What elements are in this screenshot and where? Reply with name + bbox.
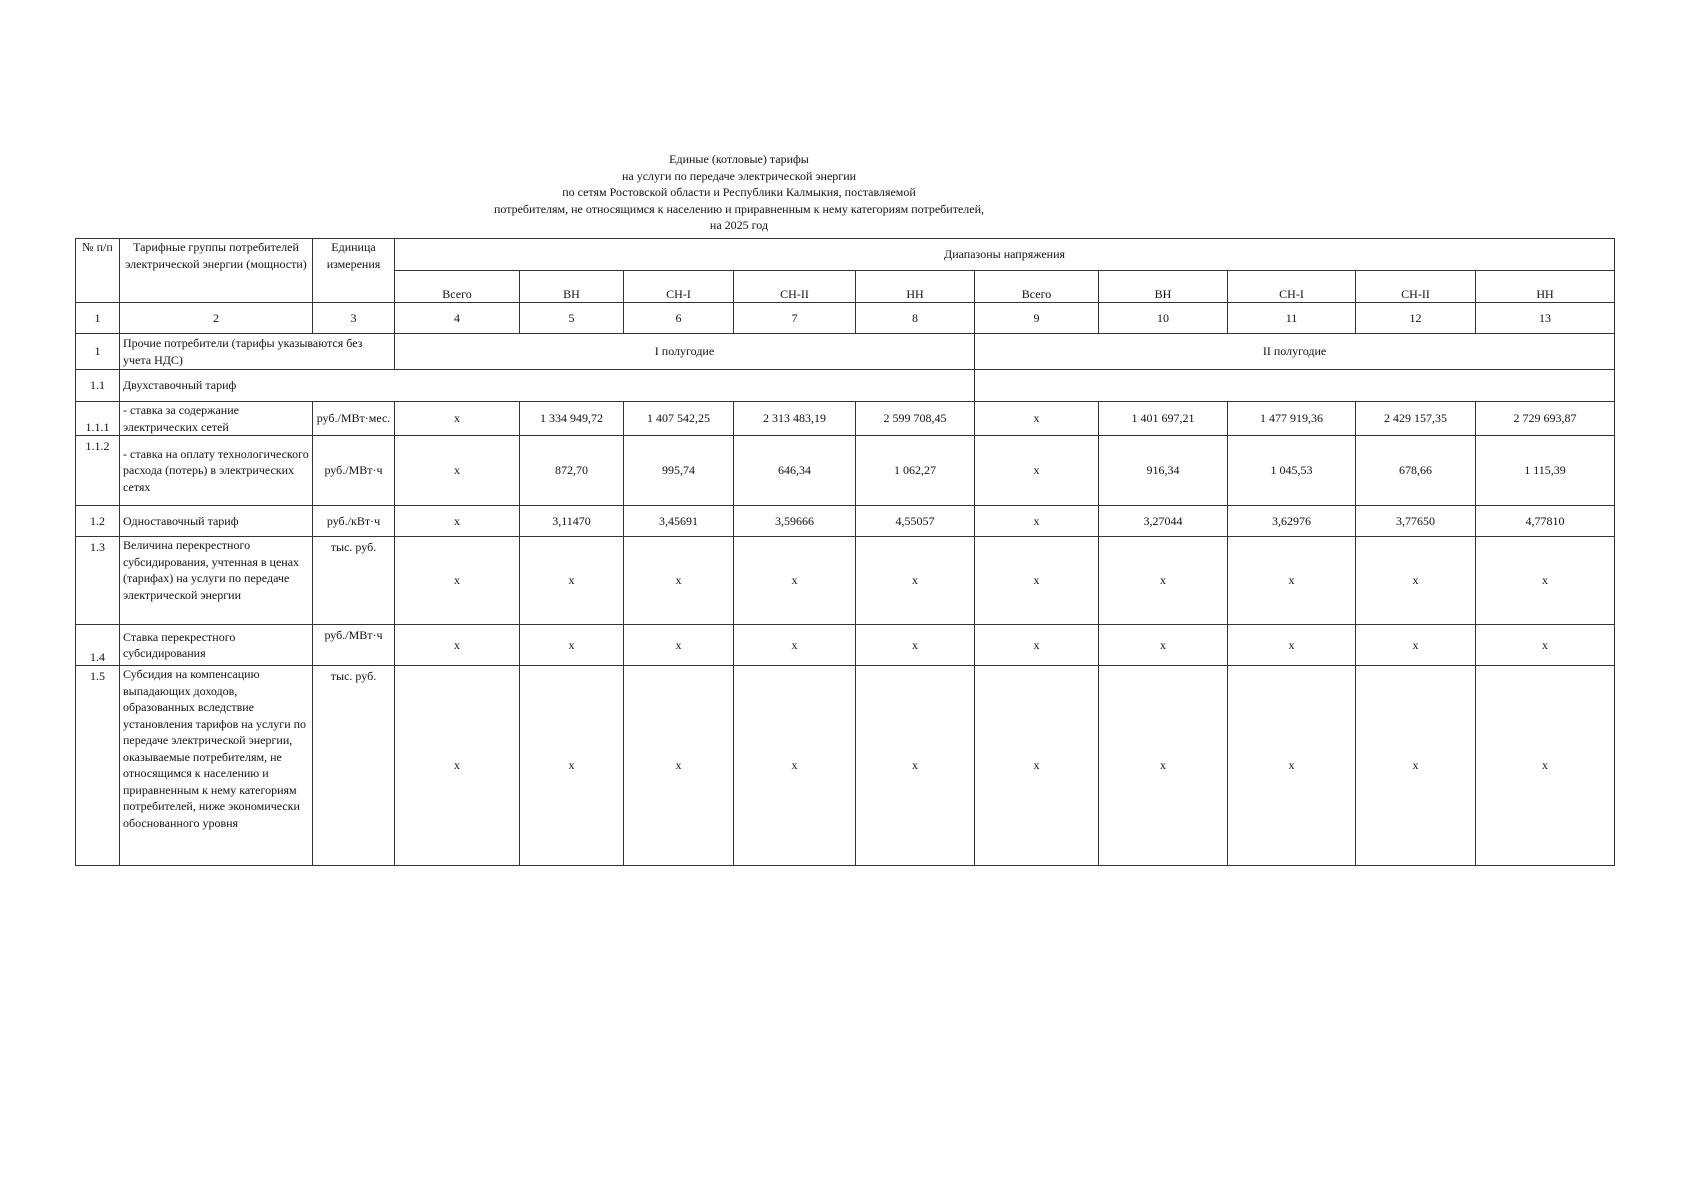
row-value: х <box>1228 666 1356 866</box>
row-value: 2 429 157,35 <box>1356 402 1476 436</box>
header-row-top <box>76 239 1615 271</box>
row-value: 3,45691 <box>624 506 734 537</box>
row-value: х <box>975 436 1099 506</box>
row-unit: руб./МВт·мес. <box>313 402 395 436</box>
table-row <box>76 666 1615 866</box>
row-value: 4,55057 <box>856 506 975 537</box>
header-sub-nn-2: НН <box>1476 271 1615 303</box>
column-number: 6 <box>624 303 734 334</box>
column-number: 10 <box>1099 303 1228 334</box>
row-num: 1.4 <box>76 625 120 666</box>
header-sub-vn-2: ВН <box>1099 271 1228 303</box>
header-sub-vn-1: ВН <box>520 271 624 303</box>
table-row <box>76 625 1615 666</box>
row-unit: руб./МВт·ч <box>313 436 395 506</box>
row-value: х <box>975 506 1099 537</box>
section-name: Прочие потребители (тарифы указываются без учета НДС) <box>120 334 395 370</box>
table-row <box>76 537 1615 625</box>
row-value: 1 334 949,72 <box>520 402 624 436</box>
row-value: 1 115,39 <box>1476 436 1615 506</box>
row-value: х <box>975 402 1099 436</box>
row-value: 2 313 483,19 <box>734 402 856 436</box>
column-number: 13 <box>1476 303 1615 334</box>
header-sub-sn1-1: СН-I <box>624 271 734 303</box>
row-value: х <box>1099 537 1228 625</box>
heading-line-1: Единые (котловые) тарифы <box>669 152 809 166</box>
row-value: х <box>395 436 520 506</box>
column-number: 7 <box>734 303 856 334</box>
row-value: 646,34 <box>734 436 856 506</box>
row-value: х <box>395 506 520 537</box>
row-value: 678,66 <box>1356 436 1476 506</box>
row-value: х <box>975 537 1099 625</box>
row-value: х <box>395 666 520 866</box>
header-group: Тарифные группы потребителей электрической энергии (мощности) <box>120 239 313 303</box>
heading-line-2: на услуги по передаче электрической энергии <box>621 168 857 183</box>
row-value: х <box>395 537 520 625</box>
row-value: 1 407 542,25 <box>624 402 734 436</box>
column-number: 2 <box>120 303 313 334</box>
row-value: х <box>734 625 856 666</box>
row-value: х <box>856 666 975 866</box>
row-name: Субсидия на компенсацию выпадающих доходов, образованных вследствие установления тарифов на услуги по передаче электрической энергии, оказываемые потребителям, не относящимся к населению и приравненным к нему категориям потребителей, ниже экономически обоснованного уровня <box>120 666 313 866</box>
tariff-table <box>75 238 1615 866</box>
row-value: 995,74 <box>624 436 734 506</box>
column-number: 5 <box>520 303 624 334</box>
column-number: 11 <box>1228 303 1356 334</box>
row-value: х <box>1476 537 1615 625</box>
row-value: 3,27044 <box>1099 506 1228 537</box>
header-sub-sn1-2: СН-I <box>1228 271 1356 303</box>
row-value: 3,59666 <box>734 506 856 537</box>
section-row <box>76 334 1615 370</box>
row-value: х <box>1228 625 1356 666</box>
heading-line-5: на 2025 год <box>709 218 769 233</box>
row-name: - ставка на оплату технологического расхода (потерь) в электрических сетях <box>120 436 313 506</box>
row-unit: руб./кВт·ч <box>313 506 395 537</box>
row-value: х <box>624 666 734 866</box>
header-sub-total-2: Всего <box>975 271 1099 303</box>
row-value: х <box>1476 666 1615 866</box>
row-value: х <box>1356 625 1476 666</box>
header-sub-sn2-1: СН-II <box>734 271 856 303</box>
row-value: 3,62976 <box>1228 506 1356 537</box>
row-value: х <box>520 666 624 866</box>
row-value: 872,70 <box>520 436 624 506</box>
section-num: 1 <box>76 334 120 370</box>
row-num: 1.2 <box>76 506 120 537</box>
header-sub-nn-1: НН <box>856 271 975 303</box>
row-value: 916,34 <box>1099 436 1228 506</box>
half-year-1: I полугодие <box>395 334 975 370</box>
row-name: - ставка за содержание электрических сетей <box>120 402 313 436</box>
column-number-row <box>76 303 1615 334</box>
column-number: 8 <box>856 303 975 334</box>
row-value: х <box>395 625 520 666</box>
row-value: х <box>734 537 856 625</box>
column-number: 9 <box>975 303 1099 334</box>
header-unit: Единица измерения <box>313 239 395 303</box>
row-value: 3,11470 <box>520 506 624 537</box>
row-value: х <box>856 625 975 666</box>
table-row <box>76 436 1615 506</box>
header-voltage-ranges: Диапазоны напряжения <box>395 239 1615 271</box>
column-number: 1 <box>76 303 120 334</box>
row-value: х <box>1356 666 1476 866</box>
column-number: 12 <box>1356 303 1476 334</box>
row-value: х <box>624 537 734 625</box>
row-value: 1 477 919,36 <box>1228 402 1356 436</box>
half-year-2: II полугодие <box>975 334 1615 370</box>
row-value: 1 401 697,21 <box>1099 402 1228 436</box>
row-num: 1.1.2 <box>76 436 120 506</box>
row-value: 3,77650 <box>1356 506 1476 537</box>
row-value: х <box>734 666 856 866</box>
table-row <box>76 370 1615 402</box>
row-value: х <box>395 402 520 436</box>
row-value: х <box>1476 625 1615 666</box>
row-value: х <box>975 625 1099 666</box>
row-value: х <box>520 537 624 625</box>
heading-line-4: потребителям, не относящимся к населению и приравненным к нему категориям потребителей, <box>493 201 985 216</box>
row-name: Ставка перекрестного субсидирования <box>120 625 313 666</box>
row-num: 1.1.1 <box>76 402 120 436</box>
row-value: х <box>1099 666 1228 866</box>
header-sub-total-1: Всего <box>395 271 520 303</box>
row-empty <box>975 370 1615 402</box>
row-value: х <box>1356 537 1476 625</box>
document-heading <box>0 151 1478 234</box>
row-value: х <box>1099 625 1228 666</box>
row-value: 2 729 693,87 <box>1476 402 1615 436</box>
row-value: х <box>1228 537 1356 625</box>
row-value: 1 045,53 <box>1228 436 1356 506</box>
row-value: х <box>975 666 1099 866</box>
column-number: 3 <box>313 303 395 334</box>
heading-line-3: по сетям Ростовской области и Республики Калмыкия, поставляемой <box>562 185 916 200</box>
row-unit: руб./МВт·ч <box>313 625 395 666</box>
row-value: х <box>624 625 734 666</box>
row-name: Одноставочный тариф <box>120 506 313 537</box>
row-value: х <box>856 537 975 625</box>
row-unit: тыс. руб. <box>313 666 395 866</box>
row-num: 1.3 <box>76 537 120 625</box>
header-sub-sn2-2: СН-II <box>1356 271 1476 303</box>
header-num: № п/п <box>76 239 120 303</box>
column-number: 4 <box>395 303 520 334</box>
row-num: 1.5 <box>76 666 120 866</box>
table-row <box>76 402 1615 436</box>
row-value: 1 062,27 <box>856 436 975 506</box>
row-value: 2 599 708,45 <box>856 402 975 436</box>
row-unit: тыс. руб. <box>313 537 395 625</box>
row-value: 4,77810 <box>1476 506 1615 537</box>
row-name: Величина перекрестного субсидирования, учтенная в ценах (тарифах) на услуги по передаче электрической энергии <box>120 537 313 625</box>
row-num: 1.1 <box>76 370 120 402</box>
row-name: Двухставочный тариф <box>120 370 975 402</box>
row-value: х <box>520 625 624 666</box>
table-row <box>76 506 1615 537</box>
